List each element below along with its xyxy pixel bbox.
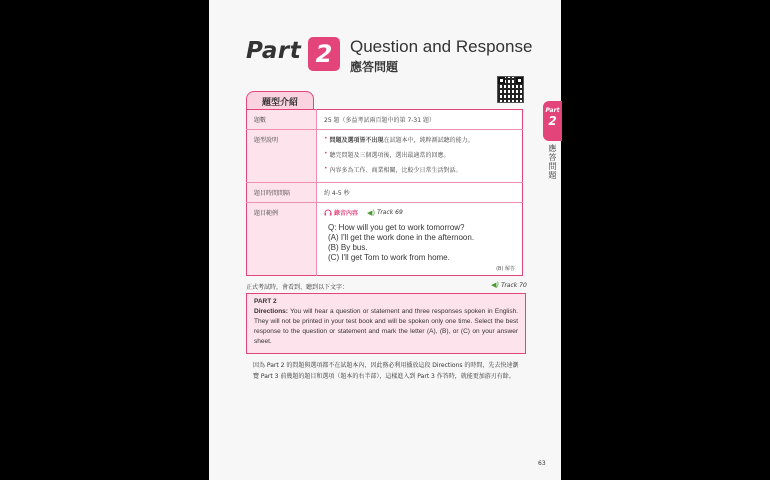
intro-tab: 題型介紹: [246, 91, 314, 110]
table-row: [247, 203, 523, 276]
desc-item-text: 聽完問題及三個選項後，選出最適當的回應。: [329, 152, 450, 159]
part-word: Part: [246, 38, 302, 64]
side-tab: [543, 101, 562, 141]
desc-item-bold: 問題及選項皆不出現: [329, 137, 384, 144]
example-line: (A) I'll get the work done in the afternoon.: [328, 233, 475, 242]
time-value: 約 4-5 秒: [317, 183, 523, 203]
directions-box: [246, 293, 526, 354]
table-row: [247, 110, 523, 130]
directions-label: Directions:: [254, 308, 288, 315]
directions-heading: PART 2: [254, 298, 277, 305]
example-line: (C) I'll get Tom to work from home.: [328, 253, 450, 262]
side-tab-label: 應答問題: [548, 144, 557, 180]
qr-code-icon: [497, 76, 524, 103]
page-title: Question and Response: [350, 37, 533, 56]
example-tag: 錄音內容: [334, 210, 359, 217]
page-number: 63: [538, 460, 546, 467]
table-row: [247, 130, 523, 183]
speaker-icon[interactable]: ◀): [367, 208, 376, 217]
count-label: 題數: [247, 110, 317, 130]
time-label: 題目時間間隔: [247, 183, 317, 203]
example-label: 題目範例: [247, 203, 317, 276]
example-line: Q: How will you get to work tomorrow?: [328, 223, 465, 232]
part-number-badge: 2: [308, 37, 340, 71]
note-track-label: Track 70: [501, 282, 527, 289]
headphones-icon: [324, 209, 332, 216]
side-tab-part-word: Part: [545, 107, 560, 114]
table-row: [247, 183, 523, 203]
list-item: • 問題及選項皆不出現在試題本中，純粹測試聽的能力。: [324, 135, 474, 144]
desc-item-text: 內容多為工作、商業相關，比較少日常生活對話。: [329, 167, 462, 174]
desc-label: 題型說明: [247, 130, 317, 183]
note-text: 正式考試時，會看到、聽到以下文字：: [246, 284, 349, 291]
page-subtitle: 應答問題: [350, 60, 399, 74]
list-item: • 內容多為工作、商業相關，比較少日常生活對話。: [324, 165, 462, 174]
desc-item-text: 在試題本中，純粹測試聽的能力。: [383, 137, 474, 144]
example-line: (B) By bus.: [328, 243, 368, 252]
list-item: • 聽完問題及三個選項後，選出最適當的回應。: [324, 150, 450, 159]
note-track: [491, 281, 527, 289]
directions-body: You will hear a question or statement and three responses spoken in English. They will not be printed in your test book and will be spoken only one time. Select the best response to the question or statement and mark the letter (A), (B), or (C) on your answer sheet.: [254, 308, 518, 345]
example-track: Track 69: [377, 209, 403, 216]
explanation-paragraph: 因為 Part 2 的問題與選項都不在試題本內，因此務必利用播放這段 Directions 的時間，先去快速瀏覽 Part 3 前幾題的題目和選項（題本的右半部），這樣進入到 Part 3 作答時，就能更加游刃有餘。: [253, 362, 519, 380]
speaker-icon[interactable]: ◀): [491, 281, 500, 289]
answer-label: (B) 解答: [496, 266, 515, 272]
side-tab-part-number: 2: [548, 114, 557, 128]
intro-table: [246, 109, 523, 276]
count-value: 25 題（多益考試兩百題中的第 7-31 題）: [317, 110, 523, 130]
